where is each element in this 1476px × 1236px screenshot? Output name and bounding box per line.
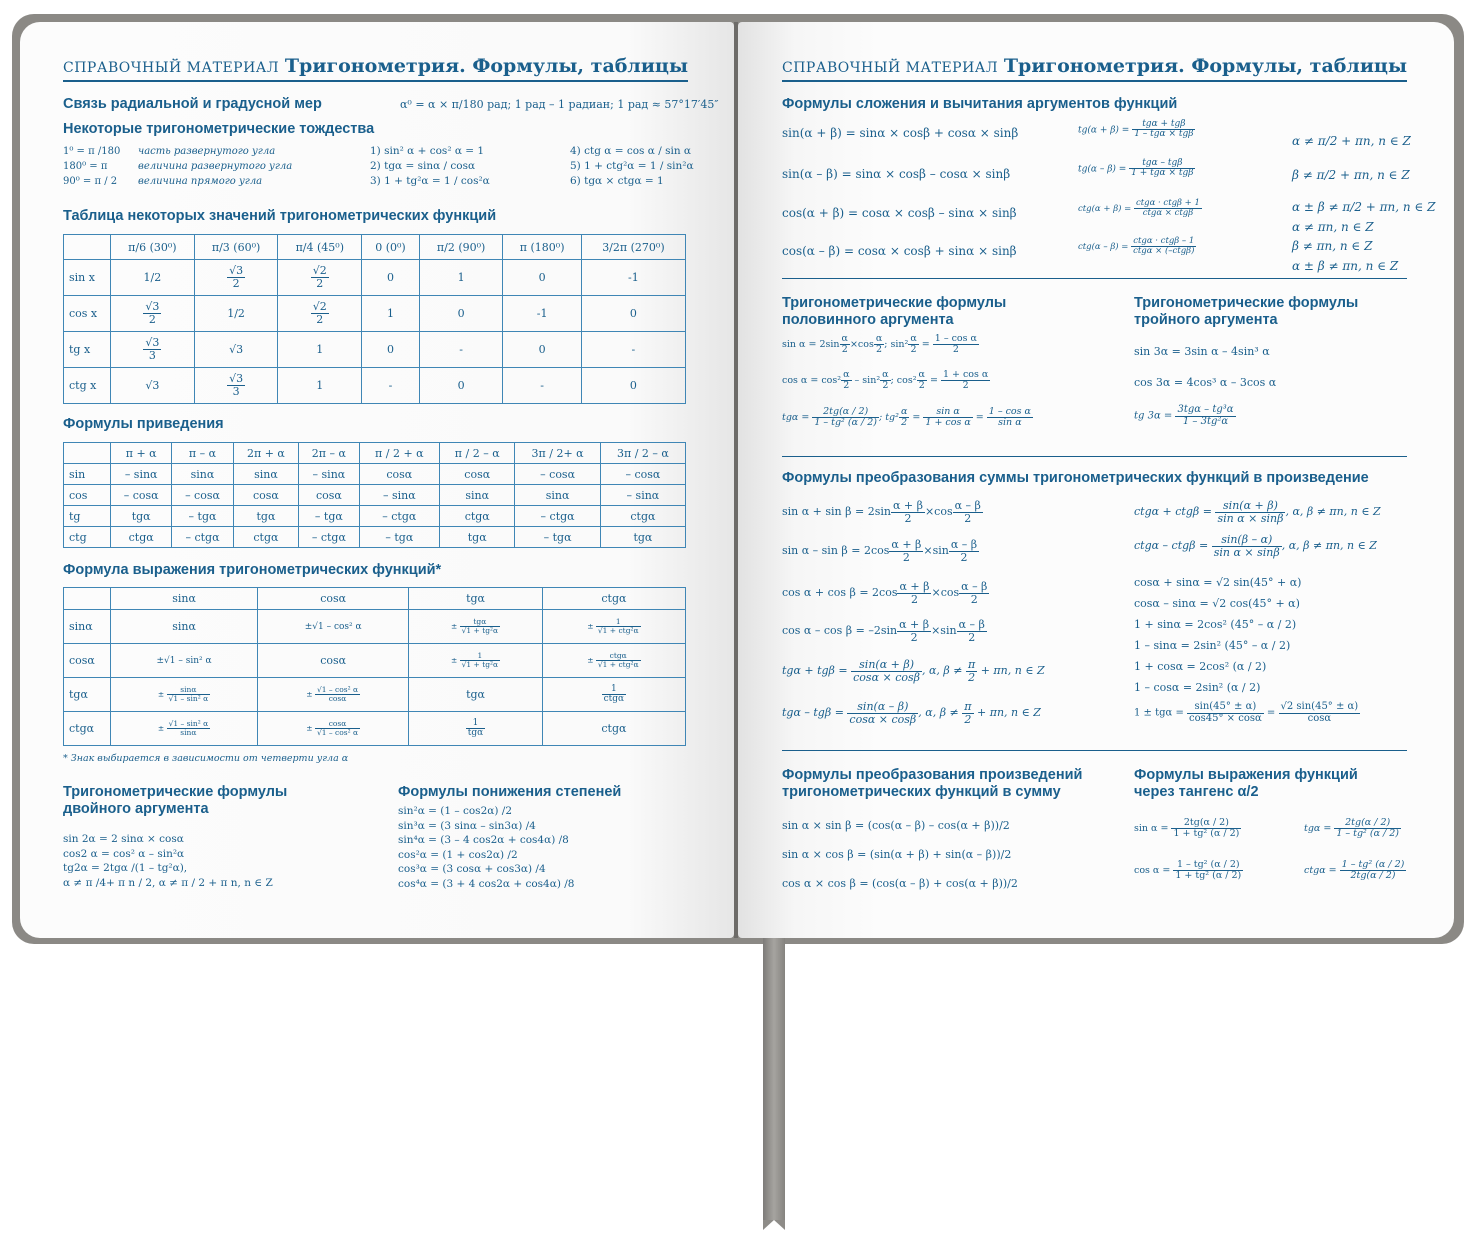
double-formulas: sin 2α = 2 sinα × cosα cos2 α = cos² α – sin²α tg2α = 2tgα /(1 – tg²α), α ≠ π /4+ π n / 2, α ≠ π / 2 + π n, n ∈ Z <box>63 833 273 889</box>
sin-diff-formula: sin(α – β) = sinα × cosβ – cosα × sinβ <box>782 167 1011 181</box>
sum-ctg-minus: ctgα – ctgβ = $\frac{\sin(\beta - \alpha)}{\text{sin α × sinβ}}$ , α, β ≠ πn, n ∈ Z <box>1134 533 1377 559</box>
product-sin-sin: sin α × sin β = (cos(α – β) – cos(α + β))/2 <box>782 819 1010 832</box>
ctg-diff-formula: ctg(α – β) = $\frac{\text{ctgα · ctgβ – 1}}{\text{ctgα × (–ctgβ)}}$ <box>1078 236 1195 256</box>
product-cos-cos: cos α × cos β = (cos(α – β) + cos(α + β))/2 <box>782 877 1018 890</box>
sin-sum-formula: sin(α + β) = sinα × cosβ + cosα × sinβ <box>782 126 1019 140</box>
identities-col2: 1) sin² α + cos² α = 1 2) tgα = sinα / cosα 3) 1 + tg²α = 1 / cos²α <box>370 145 490 187</box>
triple-tg-formula: tg 3α = $\frac{\text{3tgα – tg³α}}{\text{1 – 3tg²α}}$ <box>1134 404 1234 427</box>
product-sum-heading: Формулы преобразования произведений тригонометрических функций в сумму <box>782 767 1083 800</box>
header-small-label: СПРАВОЧНЫЙ МАТЕРИАЛ <box>63 60 280 76</box>
power-heading: Формулы понижения степеней <box>398 784 622 800</box>
left-page <box>20 22 734 938</box>
bookmark-ribbon[interactable] <box>763 930 785 1220</box>
section-divider <box>782 456 1407 457</box>
tangent-sin: sin α = $\frac{2tg(\alpha / 2)}{\text{1 + tg² (α / 2)}}$ <box>1134 817 1240 839</box>
section-divider <box>782 750 1407 751</box>
triple-cos-formula: cos 3α = 4cos³ α – 3cos α <box>1134 376 1277 389</box>
sum-cos-plus: cos α + cos β = 2cos $\frac{\alpha + \beta}{2}$ ×cos $\frac{\alpha - \beta}{2}$ <box>782 580 988 606</box>
identities-col1-desc: часть развернутого угла величина развернутого угла величина прямого угла <box>138 146 293 187</box>
sum-one-plus-tg: 1 ± tgα = $\frac{\sin(45^\circ \pm \alpha)}{\cos 45^\circ \times \cos\alpha}$ = $\frac{√2 \sin(45^\circ \pm \alpha)}{\cos\alpha}$ <box>1134 701 1359 724</box>
addition-conditions: α ≠ π/2 + πn, n ∈ Z β ≠ π/2 + πn, n ∈ Z α ± β ≠ π/2 + πn, n ∈ Z α ≠ πn, n ∈ Z β ≠ πn, n ∈ Z α ± β ≠ πn, n ∈ Z <box>1292 134 1436 273</box>
values-table-heading: Таблица некоторых значений тригонометрических функций <box>63 208 497 224</box>
sum-sin-plus: sin α + sin β = 2sin $\frac{\alpha + \beta}{2}$ ×cos $\frac{\alpha - \beta}{2}$ <box>782 499 981 525</box>
values-table: π/6 (30⁰) π/3 (60⁰) π/4 (45⁰) 0 (0⁰) π/2 (90⁰) π (180⁰) 3/2π (270⁰) sin x 1/2 $\frac{√3}{2}$ $\frac{√2}{2}$ 0 1 0 -1 cos x $\frac{√3}{2}$ 1/2 $\frac{√2}{2}$ 1 0 -1 0 tg x $\frac{√3}{3}$ √3 1 0 - 0 - ctg x √3 $\frac{√3}{3}$ 1 - 0 - 0 <box>63 234 686 404</box>
addition-heading: Формулы сложения и вычитания аргументов функций <box>782 96 1178 112</box>
tangent-tg: tgα = $\frac{2tg(\alpha / 2)}{\text{1 – tg² (α / 2)}}$ <box>1304 817 1400 839</box>
tangent-ctg: ctgα = $\frac{\text{1 – tg² (α / 2)}}{2tg(\alpha / 2)}$ <box>1304 859 1405 881</box>
half-heading: Тригонометрические формулы половинного аргумента <box>782 295 1007 328</box>
identities-heading: Некоторые тригонометрические тождества <box>63 121 375 137</box>
identities-col1: 1⁰ = π /180 180⁰ = π 90⁰ = π / 2 <box>63 146 121 187</box>
reduction-table[interactable]: π + α π – α 2π + α 2π – α π / 2 + α π / 2 – α 3π / 2+ α 3π / 2 – α sin – sinα sinα sinα – sinα cosα cosα – cosα – cosα cos – cosα – cosα cosα cosα – sinα sinα sinα – sinα tg tgα – tgα tgα – tgα – ctgα ctgα – ctgα ctgα ctg ctgα – ctgα ctgα – ctgα – tgα tgα – tgα tgα <box>63 442 686 548</box>
ctg-sum-formula: ctg(α + β) = $\frac{\text{ctgα · ctgβ + 1}}{\text{ctgα × ctgβ}}$ <box>1078 198 1200 218</box>
right-page <box>738 22 1454 938</box>
sum-cos-minus: cos α – cos β = –2sin $\frac{\alpha + \beta}{2}$ ×sin $\frac{\alpha - \beta}{2}$ <box>782 618 985 644</box>
sum-tg-minus: tgα – tgβ = $\frac{\sin(\alpha - \beta)}{\cos\alpha \times \cos\beta}$ , α, β ≠ $\frac{\pi}{2}$ + πn, n ∈ Z <box>782 700 1041 726</box>
half-cos-formula: cos α = cos² $\frac{\alpha}{2}$ – sin² $\frac{\alpha}{2}$ ; cos² $\frac{\alpha}{2}$ = $\frac{\text{1 + cos α}}{2}$ <box>782 369 989 391</box>
radial-formula: α⁰ = α × π/180 рад; 1 рад – 1 радиан; 1 рад ≈ 57°17′45″ <box>400 98 719 111</box>
tangent-heading: Формулы выражения функций через тангенс α/2 <box>1134 767 1358 800</box>
sum-product-identities: cosα + sinα = √2 sin(45° + α) cosα – sinα = √2 cos(45° + α) 1 + sinα = 2cos² (45° – α / 2) 1 – sinα = 2sin² (45° – α / 2) 1 + cosα = 2cos² (α / 2) 1 – cosα = 2sin² (α / 2) <box>1134 576 1302 694</box>
cos-diff-formula: cos(α – β) = cosα × cosβ + sinα × sinβ <box>782 244 1017 258</box>
identities-col3: 4) ctg α = cos α / sin α 5) 1 + ctg²α = 1 / sin²α 6) tgα × ctgα = 1 <box>570 145 694 187</box>
header-title: Тригонометрия. Формулы, таблицы <box>284 55 688 77</box>
triple-heading: Тригонометрические формулы тройного аргумента <box>1134 295 1359 328</box>
sum-tg-plus: tgα + tgβ = $\frac{\sin(\alpha + \beta)}{\cos\alpha \times \cos\beta}$ , α, β ≠ $\frac{\pi}{2}$ + πn, n ∈ Z <box>782 658 1045 684</box>
header-small-label: СПРАВОЧНЫЙ МАТЕРИАЛ <box>782 60 999 76</box>
tangent-cos: cos α = $\frac{\text{1 – tg² (α / 2)}}{\text{1 + tg² (α / 2)}}$ <box>1134 859 1242 881</box>
expression-note: * Знак выбирается в зависимости от четверти угла α <box>63 753 349 764</box>
product-sin-cos: sin α × cos β = (sin(α + β) + sin(α – β))/2 <box>782 848 1012 861</box>
left-page-header <box>63 52 688 82</box>
right-page-header <box>782 52 1407 82</box>
reduction-heading: Формулы приведения <box>63 416 224 432</box>
sum-product-heading: Формулы преобразования суммы тригонометрических функций в произведение <box>782 470 1369 486</box>
triple-sin-formula: sin 3α = 3sin α – 4sin³ α <box>1134 345 1270 358</box>
header-title: Тригонометрия. Формулы, таблицы <box>1003 55 1407 77</box>
sum-ctg-plus: ctgα + ctgβ = $\frac{\sin(\alpha + \beta)}{\text{sin α × sinβ}}$ , α, β ≠ πn, n ∈ Z <box>1134 499 1381 525</box>
expression-table: sinα cosα tgα ctgα sinα sinα ±√1 – cos² α ± $\frac{\text{tgα}}{\text{√1 + tg²α}}$ ± $\frac{1}{\text{√1 + ctg²α}}$ cosα ±√1 – sin² α cosα ± $\frac{1}{\text{√1 + tg²α}}$ ± $\frac{\text{ctgα}}{\text{√1 + ctg²α}}$ tgα ± $\frac{\sin\alpha}{\text{√1 – sin² α}}$ ± $\frac{\text{√1 – cos² α}}{\cos\alpha}$ tgα $\frac{1}{\text{ctgα}}$ ctgα ± $\frac{\text{√1 – sin² α}}{\sin\alpha}$ ± $\frac{\cos\alpha}{\text{√1 – cos² α}}$ $\frac{1}{\text{tgα}}$ ctgα <box>63 587 686 746</box>
tg-sum-formula: tg(α + β) = $\frac{\text{tgα + tgβ}}{\text{1 – tgα × tgβ}}$ <box>1078 119 1194 140</box>
power-formulas: sin²α = (1 – cos2α) /2 sin³α = (3 sinα – sin3α) /4 sin⁴α = (3 – 4 cos2α + cos4α) /8 cos²α = (1 + cos2α) /2 cos³α = (3 cosα + cos3α) /4 cos⁴α = (3 + 4 cos2α + cos4α) /8 <box>398 805 575 890</box>
sum-sin-minus: sin α – sin β = 2cos $\frac{\alpha + \beta}{2}$ ×sin $\frac{\alpha - \beta}{2}$ <box>782 538 978 564</box>
radial-heading: Связь радиальной и градусной мер <box>63 96 322 112</box>
half-sin-formula: sin α = 2sin $\frac{\alpha}{2}$ ×cos $\frac{\alpha}{2}$ ; sin² $\frac{\alpha}{2}$ = $\frac{\text{1 – cos α}}{2}$ <box>782 333 977 355</box>
section-divider <box>782 278 1407 279</box>
double-heading: Тригонометрические формулы двойного аргумента <box>63 784 288 817</box>
cos-sum-formula: cos(α + β) = cosα × cosβ – sinα × sinβ <box>782 206 1017 220</box>
expression-heading: Формула выражения тригонометрических функций* <box>63 562 442 578</box>
half-tg-formula: tgα = $\frac{2tg(\alpha / 2)}{\text{1 – tg² (α / 2)}}$ ; tg² $\frac{\alpha}{2}$ = $\frac{\text{sin α}}{\text{1 + cos α}}$ = $\frac{\text{1 – cos α}}{\text{sin α}}$ <box>782 406 1031 428</box>
tg-diff-formula: tg(α – β) = $\frac{\text{tgα – tgβ}}{\text{1 + tgα × tgβ}}$ <box>1078 158 1194 179</box>
